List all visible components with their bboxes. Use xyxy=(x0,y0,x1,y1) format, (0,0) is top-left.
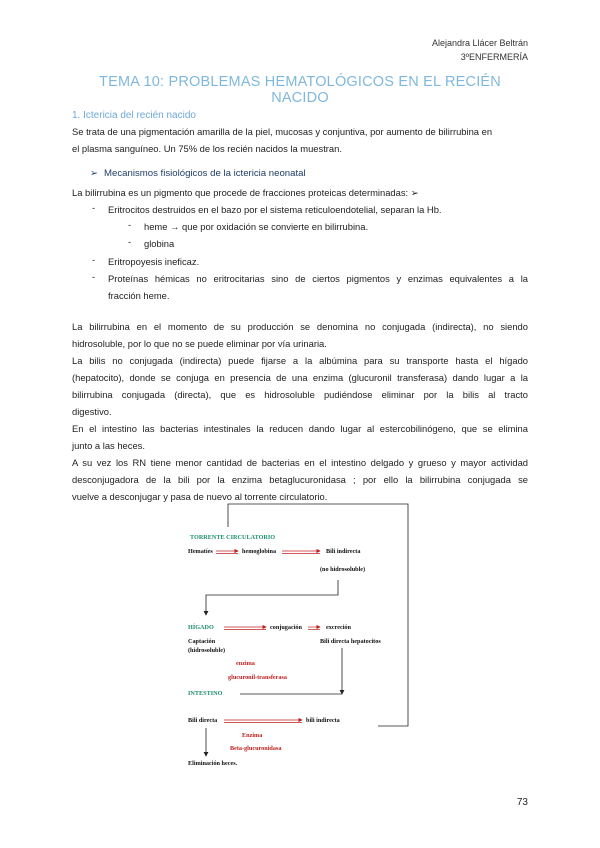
label-captacion: Captación xyxy=(188,638,216,645)
list-item: heme → que por oxidación se convierte en bilirrubina. xyxy=(144,221,369,232)
label-bili-directa: Bili directa xyxy=(188,717,218,724)
list-item-continuation: fracción heme. xyxy=(108,290,170,301)
page-header xyxy=(432,36,528,64)
label-no-hidrosoluble: (no hidrosoluble) xyxy=(320,566,366,573)
paragraph-line: desconjugadora de la bili por la enzima betaglucuronidasa ; por ello la bilirrubina conjugada se xyxy=(72,474,528,485)
label-enzima: enzima xyxy=(236,660,255,667)
label-enzima-2: Enzima xyxy=(242,732,263,739)
arrow-to-higado xyxy=(206,580,338,615)
paragraph-line: La bilis no conjugada (indirecta) puede fijarse a la albúmina para su transporte hasta el hígado xyxy=(72,355,528,366)
arrow-bullet-icon: ➢ xyxy=(90,168,99,179)
mechanisms-lead: La bilirrubina es un pigmento que procede de fracciones proteicas determinadas: ➢ xyxy=(72,187,419,198)
label-conjugacion: conjugación xyxy=(270,624,302,631)
label-hemoglobina: hemoglobina xyxy=(242,548,277,555)
label-hidrosoluble: (hidrosoluble) xyxy=(188,647,226,654)
paragraph-line: A su vez los RN tiene menor cantidad de bacterias en el intestino delgado y grueso y mayor actividad xyxy=(72,457,528,468)
label-bili-indirecta: Bili indirecta xyxy=(326,548,361,555)
subsection-heading xyxy=(90,168,306,179)
label-glucuronil-transferasa: glucuronil-transferasa xyxy=(228,674,288,681)
paragraph-line: bilirrubina conjugada (directa), que es hidrosoluble pudiéndose eliminar por la bilis al tracto xyxy=(72,389,528,400)
intro-line-1: Se trata de una pigmentación amarilla de la piel, mucosas y conjuntiva, por aumento de bilirrubina en xyxy=(72,126,493,137)
dash-bullet: - xyxy=(92,271,96,282)
list-item: Eritrocitos destruidos en el bazo por el sistema reticuloendotelial, separan la Hb. xyxy=(108,204,442,215)
label-torrente: TORRENTE CIRCULATORIO xyxy=(190,534,276,541)
paragraph-line: (hepatocito), donde se conjuga en presencia de una enzima (glucuronil transferasa) dando lugar a la xyxy=(72,372,528,383)
paragraph-line: hidrosoluble, por lo que no se puede eliminar por vía urinaria. xyxy=(72,338,327,349)
intro-line-2: el plasma sanguíneo. Un 75% de los recién nacidos la muestran. xyxy=(72,143,342,154)
label-beta-glucuronidasa: Beta-glucuronidasa xyxy=(230,745,282,752)
paragraph-line: junto a las heces. xyxy=(72,440,145,451)
paragraph-line: digestivo. xyxy=(72,406,112,417)
paragraph-line: La bilirrubina en el momento de su producción se denomina no conjugada (indirecta), no siendo xyxy=(72,321,528,332)
label-bili-indirecta-2: bili indirecta xyxy=(306,717,340,724)
section-heading: 1. Ictericia del recién nacido xyxy=(72,110,196,121)
paragraph-line: vuelve a desconjugar y pasa de nuevo al torrente circulatorio. xyxy=(72,491,328,502)
list-item: Eritropoyesis ineficaz. xyxy=(108,256,200,267)
list-item: globina xyxy=(144,238,175,249)
diagram-arrows xyxy=(180,500,420,780)
list-item: Proteínas hémicas no eritrocitarias sino de ciertos pigmentos y enzimas equivalentes a la xyxy=(108,273,528,284)
paragraph-line: En el intestino las bacterias intestinales la reducen dando lugar al estercobilinógeno, que se elimina xyxy=(72,423,528,434)
dash-bullet: - xyxy=(92,254,96,265)
label-bili-directa-hepatocitos: Bili directa hepatocitos xyxy=(320,638,381,645)
page-number: 73 xyxy=(516,797,528,808)
label-excrecion: excreción xyxy=(326,624,351,631)
course-name: 3ºENFERMERÍA xyxy=(460,52,528,62)
page-title: TEMA 10: PROBLEMAS HEMATOLÓGICOS EN EL RECIÉN NACIDO xyxy=(99,74,501,106)
dash-bullet: - xyxy=(92,202,96,213)
label-higado: HÍGADO xyxy=(188,624,214,631)
label-intestino: INTESTINO xyxy=(188,690,223,697)
dash-bullet: - xyxy=(128,219,132,230)
author-name: Alejandra Llácer Beltrán xyxy=(431,38,528,48)
label-hematies: Hematíes xyxy=(188,548,213,555)
label-eliminacion: Eliminación heces. xyxy=(188,760,238,767)
bilirubin-diagram xyxy=(180,500,420,780)
subsection-heading-text: Mecanismos fisiológicos de la ictericia neonatal xyxy=(104,168,306,179)
dash-bullet: - xyxy=(128,236,132,247)
